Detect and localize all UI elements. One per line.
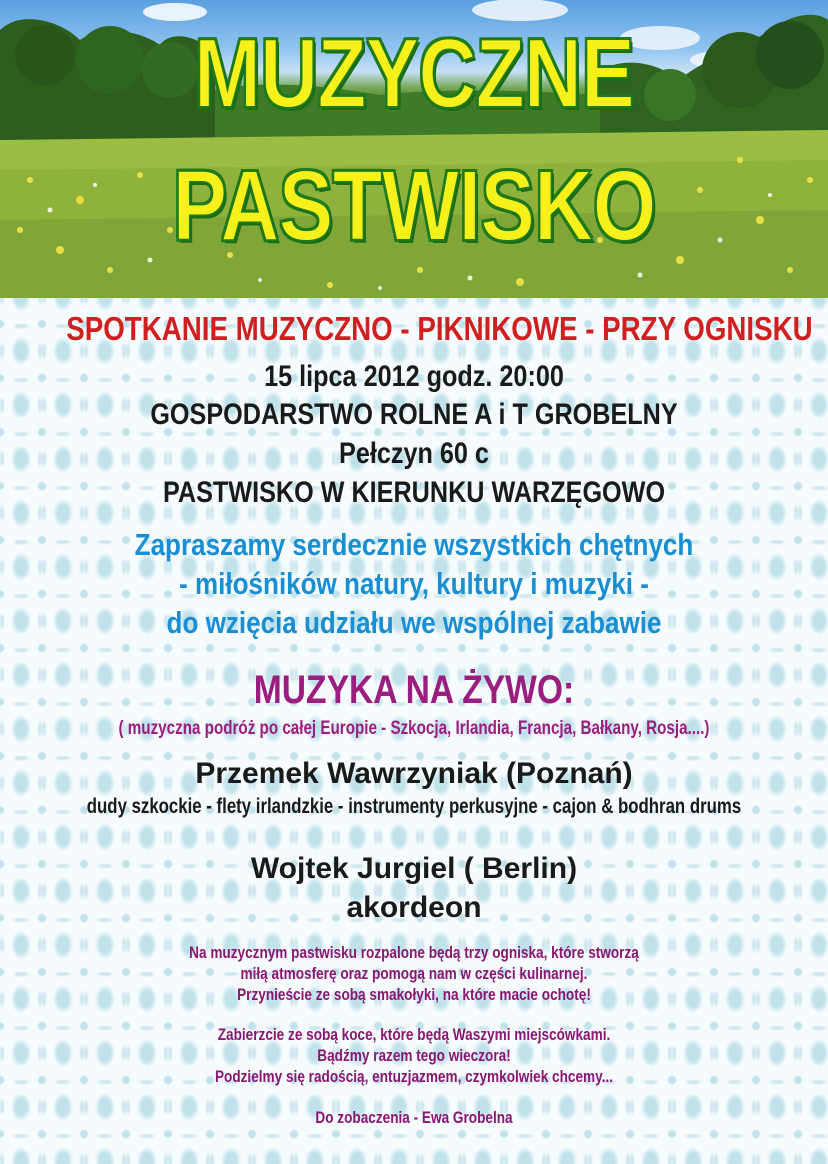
subtitle: SPOTKANIE MUZYCZNO - PIKNIKOWE - PRZY OGNISKU — [66, 310, 813, 347]
event-address: Pełczyn 60 c — [339, 437, 489, 470]
invitation-line-1: Zapraszamy serdecznie wszystkich chętnych — [134, 527, 694, 562]
invitation-line-2: - miłośników natury, kultury i muzyki - — [179, 566, 649, 601]
live-music-heading: MUZYKA NA ŻYWO: — [253, 668, 575, 712]
details-line-6: Podzielmy się radością, entuzjazmem, czymkolwiek chcemy... — [214, 1067, 614, 1086]
performer-2-instruments: akordeon — [346, 891, 482, 924]
meadow-banner-image — [0, 0, 828, 298]
details-line-5: Bądźmy razem tego wieczora! — [317, 1046, 511, 1065]
live-music-note: ( muzyczna podróż po całej Europie - Szkocja, Irlandia, Francja, Bałkany, Rosja....) — [118, 718, 710, 739]
details-line-2: miłą atmosferę oraz pomogą nam w części kulinarnej. — [240, 964, 588, 983]
details-line-4: Zabierzcie ze sobą koce, które będą Waszymi miejscówkami. — [217, 1025, 611, 1044]
invitation-line-3: do wzięcia udziału we wspólnej zabawie — [166, 605, 662, 640]
performer-2-name: Wojtek Jurgiel ( Berlin) — [250, 852, 578, 885]
event-venue: GOSPODARSTWO ROLNE A i T GROBELNY — [150, 398, 678, 431]
details-line-3: Przynieście ze sobą smakołyki, na które macie ochotę! — [237, 985, 591, 1004]
signature-line: Do zobaczenia - Ewa Grobelna — [315, 1108, 513, 1127]
title-line-2: PASTWISKO — [172, 150, 656, 262]
title-line-1: MUZYCZNE — [194, 18, 634, 128]
event-date: 15 lipca 2012 godz. 20:00 — [264, 360, 564, 393]
performer-1-instruments: dudy szkockie - flety irlandzkie - instrumenty perkusyjne - cajon & bodhran drums — [86, 795, 742, 818]
performer-1-name: Przemek Wawrzyniak (Poznań) — [195, 757, 633, 790]
details-line-1: Na muzycznym pastwisku rozpalone będą trzy ogniska, które stworzą — [189, 943, 639, 962]
event-direction: PASTWISKO W KIERUNKU WARZĘGOWO — [162, 476, 666, 509]
